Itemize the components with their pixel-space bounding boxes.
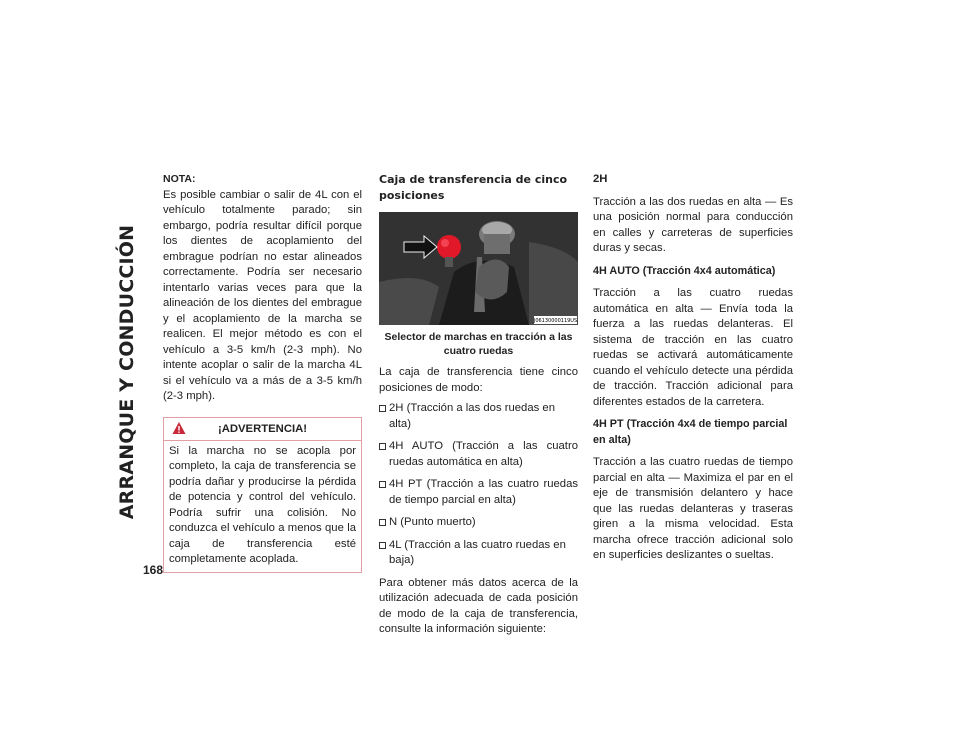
- transfer-case-intro: La caja de transferencia tiene cinco posiciones de modo:: [379, 366, 578, 394]
- transfer-case-heading: Caja de transferencia de cinco posiciones: [379, 173, 568, 202]
- mode-4h-pt-text: Tracción a las cuatro ruedas de tiempo parcial en alta — Maximiza el par en el eje de transmisión delantero y hace que las ruedas delanteras y traseras giren a la misma velocidad. Esta marcha ofrece tracción adicional solo en superficies deslizantes o sueltas.: [593, 456, 793, 561]
- mode-label: 4L (Tracción a las cuatro ruedas en baja): [389, 538, 566, 566]
- mode-label: 4H AUTO (Tracción a las cuatro ruedas automática en alta): [389, 440, 578, 468]
- warning-box: [163, 417, 362, 573]
- column-left: [163, 172, 362, 573]
- checkbox-bullet-icon: [379, 405, 386, 412]
- mode-4h-auto-heading: 4H AUTO (Tracción 4x4 automática): [593, 264, 776, 277]
- checkbox-bullet-icon: [379, 443, 386, 450]
- list-item: [379, 439, 578, 470]
- mode-4h-pt-heading: 4H PT (Tracción 4x4 de tiempo parcial en alta): [593, 418, 788, 446]
- gear-selector-photo: [379, 212, 578, 325]
- column-right: [593, 172, 793, 564]
- column-middle: [379, 172, 578, 638]
- list-item: [379, 477, 578, 508]
- image-caption: Selector de marchas en tracción a las cuatro ruedas: [384, 331, 573, 357]
- note-body: Es posible cambiar o salir de 4L con el vehículo totalmente parado; sin embargo, podría resultar difícil porque los dientes de acoplamiento del embrague podrían no estar alineados correctamente. Podría ser necesario intentarlo varias veces para que la alineación de los dientes del embrague y el acoplamiento de la marcha se realicen. El mejor método es con el vehículo a 3-5 km/h (2-3 mph). No intente acoplar o salir de la marcha 4L si el vehículo va a más de a 3-5 km/h (2-3 mph).: [163, 188, 362, 402]
- mode-4h-auto-text: Tracción a las cuatro ruedas automática en alta — Envía toda la fuerza a las ruedas delanteras. El sistema de tracción en las cuatro ruedas se activará automáticamente cuando el vehículo detecte una pérdida de tracción. Tracción adicional para diferentes estados de la carretera.: [593, 287, 793, 408]
- mode-2h-text: Tracción a las dos ruedas en alta — Es una posición normal para conducción en calles y carreteras de superficies duras y secas.: [593, 195, 793, 254]
- checkbox-bullet-icon: [379, 519, 386, 526]
- mode-label: 2H (Tracción a las dos ruedas en alta): [389, 402, 555, 430]
- warning-triangle-icon: [172, 421, 186, 435]
- mode-list: [379, 401, 578, 569]
- mode-label: N (Punto muerto): [389, 516, 476, 528]
- checkbox-bullet-icon: [379, 481, 386, 488]
- warning-body: Si la marcha no se acopla por completo, la caja de transferencia se podría dañar y producirse la pérdida de potencia y control del vehículo. Podría sufrir una colisión. No conduzca el vehículo a menos que la caja de transferencia esté completamente acoplada.: [169, 444, 356, 565]
- list-item: [379, 515, 578, 531]
- note-title: NOTA:: [163, 173, 196, 185]
- warning-header: [164, 418, 361, 441]
- image-code: J06130000119US: [533, 318, 578, 324]
- warning-title: ¡ADVERTENCIA!: [217, 422, 308, 435]
- page-number: 168: [143, 563, 164, 577]
- section-title: ARRANQUE Y CONDUCCIÓN: [116, 224, 138, 520]
- checkbox-bullet-icon: [379, 542, 386, 549]
- mode-label: 4H PT (Tracción a las cuatro ruedas de tiempo parcial en alta): [389, 478, 578, 506]
- mode-2h-heading: 2H: [593, 173, 608, 185]
- list-item: [379, 401, 578, 432]
- transfer-case-outro: Para obtener más datos acerca de la utilización adecuada de cada posición de modo de la caja de transferencia, consulte la información siguiente:: [379, 576, 578, 635]
- list-item: [379, 538, 578, 569]
